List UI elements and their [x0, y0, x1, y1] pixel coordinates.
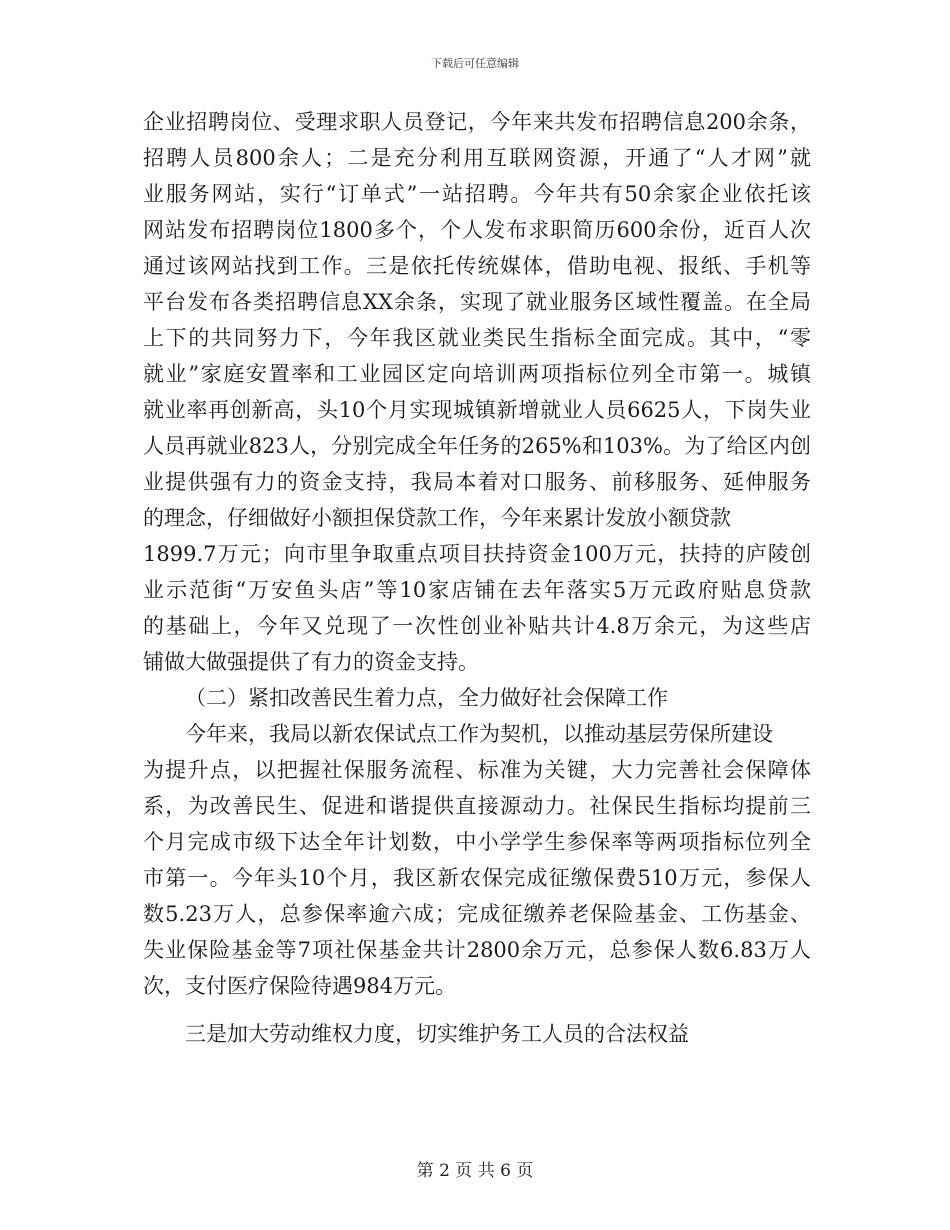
page-number: 第 2 页 共 6 页: [416, 1161, 534, 1181]
text-line: 铺做大做强提供了有力的资金支持。: [143, 650, 479, 674]
document-body: [143, 104, 811, 1052]
text-line: 上下的共同努力下，今年我区就业类民生指标全面完成。其中，“零: [143, 326, 811, 350]
text-line: 1899.7万元；向市里争取重点项目扶持资金100万元，扶持的庐陵创: [143, 542, 811, 566]
section-heading: 三是加大劳动维权力度，切实维护务工人员的合法权益: [185, 1022, 689, 1046]
text-line: 企业招聘岗位、受理求职人员登记，今年来共发布招聘信息200余条，: [143, 110, 811, 134]
paragraph-social-security: [143, 716, 811, 1004]
text-line: 的基础上，今年又兑现了一次性创业补贴共计4.8万余元，为这些店: [143, 614, 811, 638]
text-line: 为提升点，以把握社保服务流程、标准为关键，大力完善社会保障体: [143, 758, 811, 782]
paragraph-employment: [143, 104, 811, 680]
text-line: 今年来，我局以新农保试点工作为契机，以推动基层劳保所建设: [185, 722, 773, 746]
spacer: [143, 1004, 811, 1016]
text-line: 的理念，仔细做好小额担保贷款工作，今年来累计发放小额贷款: [143, 506, 731, 530]
text-line: 就业”家庭安置率和工业园区定向培训两项指标位列全市第一。城镇: [143, 362, 811, 386]
text-line: 次，支付医疗保险待遇984万元。: [143, 974, 457, 998]
text-line: 网站发布招聘岗位1800多个，个人发布求职简历600余份，近百人次: [143, 218, 811, 242]
text-line: 通过该网站找到工作。三是依托传统媒体，借助电视、报纸、手机等: [143, 254, 811, 278]
text-line: 个月完成市级下达全年计划数，中小学学生参保率等两项指标位列全: [143, 830, 811, 854]
text-line: 市第一。今年头10个月，我区新农保完成征缴保费510万元，参保人: [143, 866, 811, 890]
section-heading: （二）紧扣改善民生着力点，全力做好社会保障工作: [185, 686, 668, 710]
text-line: 业示范街“万安鱼头店”等10家店铺在去年落实5万元政府贴息贷款: [143, 578, 811, 602]
text-line: 业提供强有力的资金支持，我局本着对口服务、前移服务、延伸服务: [143, 470, 811, 494]
text-line: 就业率再创新高，头10个月实现城镇新增就业人员6625人，下岗失业: [143, 398, 811, 422]
page-header: 下载后可任意编辑: [431, 57, 519, 70]
text-line: 业服务网站，实行“订单式”一站招聘。今年共有50余家企业依托该: [143, 182, 811, 206]
text-line: 招聘人员800余人；二是充分利用互联网资源，开通了“人才网”就: [143, 146, 811, 170]
text-line: 数5.23万人，总参保率逾六成；完成征缴养老保险基金、工伤基金、: [143, 902, 811, 926]
text-line: 系，为改善民生、促进和谐提供直接源动力。社保民生指标均提前三: [143, 794, 811, 818]
text-line: 失业保险基金等7项社保基金共计2800余万元，总参保人数6.83万人: [143, 938, 811, 962]
text-line: 平台发布各类招聘信息XX余条，实现了就业服务区域性覆盖。在全局: [143, 290, 811, 314]
text-line: 人员再就业823人，分别完成全年任务的265%和103%。为了给区内创: [143, 434, 811, 458]
